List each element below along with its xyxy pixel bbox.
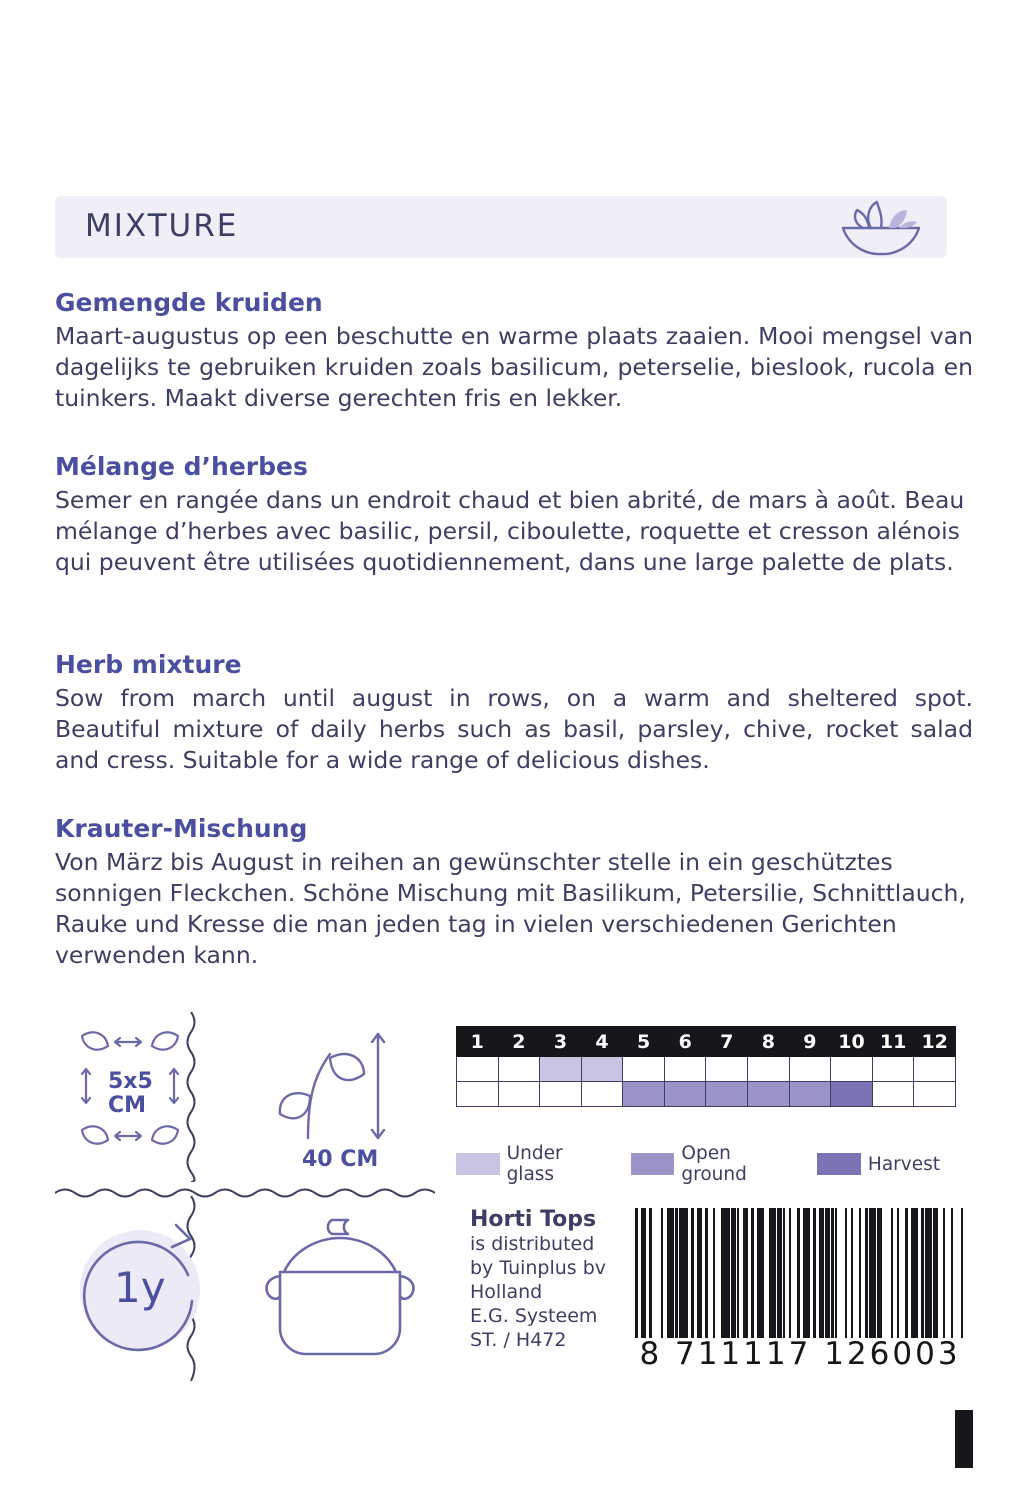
barcode-bar [827, 1208, 830, 1338]
barcode-bar [635, 1208, 638, 1338]
barcode-bar [789, 1208, 791, 1338]
section-fr-body: Semer en rangée dans un endroit chaud et bien abrité, de mars à août. Beau mélange d’herbes avec basilic, persil, ciboulette, roquette et cresson alénois qui peuvent être utilisées quotidiennement, dans une large palette de plats. [55, 486, 965, 576]
barcode-bar [705, 1208, 708, 1338]
barcode-bar [779, 1208, 782, 1338]
brand-line-4: Holland [470, 1281, 543, 1303]
barcode-bar [831, 1208, 834, 1338]
calendar-cell-empty [498, 1082, 540, 1107]
barcode-bar [813, 1208, 816, 1338]
calendar-cell-ground [664, 1082, 706, 1107]
brand-info [470, 1208, 606, 1352]
legend-item-under-glass [456, 1143, 615, 1185]
barcode-bar [661, 1208, 663, 1338]
barcode [635, 1208, 965, 1383]
calendar-cell-empty [872, 1057, 914, 1082]
calendar-cell-empty [623, 1057, 665, 1082]
calendar-cell-empty [457, 1057, 499, 1082]
barcode-bar [757, 1208, 764, 1338]
brand-line-5: E.G. Systeem [470, 1305, 598, 1327]
barcode-bar [951, 1208, 953, 1338]
section-fr-heading: Mélange d’herbes [55, 452, 308, 481]
spacing-label-unit: CM [108, 1093, 147, 1118]
section-nl-heading: Gemengde kruiden [55, 288, 323, 317]
calendar-cell-ground [706, 1082, 748, 1107]
barcode-bar [961, 1208, 963, 1338]
calendar-cell-glass [540, 1057, 582, 1082]
month-header: 4 [581, 1027, 623, 1057]
barcode-bar [819, 1208, 824, 1338]
barcode-bar [771, 1208, 776, 1338]
month-header: 1 [457, 1027, 499, 1057]
barcode-bar [851, 1208, 853, 1338]
barcode-bar [691, 1208, 694, 1338]
calendar-cell-empty [498, 1057, 540, 1082]
calendar-cell-empty [914, 1082, 956, 1107]
barcode-bar [743, 1208, 748, 1338]
header-bar [55, 196, 947, 258]
section-en-heading: Herb mixture [55, 650, 242, 679]
barcode-bar [669, 1208, 674, 1338]
barcode-bar [865, 1208, 868, 1338]
section-de-body: Von März bis August in reihen an gewünschter stelle in ein geschütztes sonnigen Fleckchen. Schöne Mischung mit Basilikum, Petersilie, Schnittlauch, Rauke und Kresse die man jeden tag in vielen verschiedenen Gerichten verwenden kann. [55, 848, 966, 969]
barcode-bar [879, 1208, 882, 1338]
barcode-bar [845, 1208, 847, 1338]
panel-plant-spacing [60, 1018, 200, 1178]
barcode-bar [723, 1208, 730, 1338]
month-header: 8 [748, 1027, 790, 1057]
barcode-bar [871, 1208, 876, 1338]
barcode-bar [783, 1208, 785, 1338]
section-de-heading: Krauter-Mischung [55, 814, 308, 843]
month-header: 5 [623, 1027, 665, 1057]
calendar-row [457, 1082, 956, 1107]
calendar-cell-empty [831, 1057, 873, 1082]
calendar-row [457, 1057, 956, 1082]
calendar-cell-empty [706, 1057, 748, 1082]
section-en [55, 650, 973, 776]
barcode-bar [835, 1208, 837, 1338]
calendar-cell-empty [664, 1057, 706, 1082]
section-de [55, 814, 973, 971]
barcode-bar [943, 1208, 945, 1338]
calendar-cell-harvest [831, 1082, 873, 1107]
calendar-cell-ground [623, 1082, 665, 1107]
barcode-bar [641, 1208, 646, 1338]
panel-cooking-pot [250, 1210, 430, 1375]
section-nl [55, 288, 973, 414]
barcode-bar [751, 1208, 754, 1338]
month-header: 11 [872, 1027, 914, 1057]
barcode-bar [649, 1208, 652, 1338]
section-nl-body: Maart-augustus op een beschutte en warme plaats zaaien. Mooi mengsel van dagelijks te gebruiken kruiden zoals basilicum, peterselie, bieslook, rucola en tuinkers. Maakt diverse gerechten fris en lekker. [55, 322, 973, 412]
legend-swatch-open-ground [631, 1153, 675, 1175]
legend-item-open-ground [631, 1143, 801, 1185]
calendar-cell-ground [748, 1082, 790, 1107]
divider-horizontal [55, 1186, 435, 1190]
barcode-bar [859, 1208, 861, 1338]
legend-item-harvest [817, 1153, 940, 1175]
calendar-cell-glass [581, 1057, 623, 1082]
barcode-bar [675, 1208, 678, 1338]
barcode-bar [905, 1208, 908, 1338]
barcode-bar [911, 1208, 918, 1338]
brand-line-6: ST. / H472 [470, 1329, 567, 1351]
section-en-body: Sow from march until august in rows, on a warm and sheltered spot. Beautiful mixture of daily herbs such as basil, parsley, chive, rocket salad and cress. Suitable for a wide range of delicious dishes. [55, 684, 973, 774]
legend-label-harvest: Harvest [867, 1153, 940, 1175]
barcode-bar [713, 1208, 715, 1338]
month-header: 7 [706, 1027, 748, 1057]
barcode-bar [897, 1208, 899, 1338]
height-label: 40 CM [302, 1147, 379, 1172]
barcode-bar [803, 1208, 810, 1338]
month-header: 10 [831, 1027, 873, 1057]
barcode-bars [635, 1208, 965, 1338]
page-title: MIXTURE [85, 208, 239, 244]
barcode-bar [797, 1208, 800, 1338]
spacing-label-value: 5x5 [108, 1069, 153, 1094]
calendar-cell-empty [540, 1082, 582, 1107]
panel-plant-height [260, 1018, 430, 1178]
calendar-cell-empty [748, 1057, 790, 1082]
legend-label-under-glass: Under glass [506, 1143, 563, 1185]
sowing-calendar [456, 1026, 956, 1107]
brand-line-3: by Tuinplus bv [470, 1257, 607, 1279]
calendar-cell-empty [457, 1082, 499, 1107]
calendar-cell-empty [872, 1082, 914, 1107]
barcode-bar [733, 1208, 736, 1338]
legend-swatch-harvest [817, 1153, 861, 1175]
print-corner-mark [955, 1410, 973, 1468]
salad-bowl-icon [833, 198, 929, 256]
brand-name: Horti Tops [470, 1207, 597, 1232]
barcode-bar [697, 1208, 702, 1338]
month-header: 12 [914, 1027, 956, 1057]
calendar-header-row [457, 1027, 956, 1057]
barcode-bar [921, 1208, 924, 1338]
legend-swatch-under-glass [456, 1153, 500, 1175]
barcode-number: 8 711117 126003 [639, 1336, 961, 1372]
barcode-bar [681, 1208, 688, 1338]
calendar-cell-empty [581, 1082, 623, 1107]
lifecycle-label: 1y [114, 1263, 166, 1312]
calendar-cell-empty [914, 1057, 956, 1082]
month-header: 6 [664, 1027, 706, 1057]
legend-label-open-ground: Open ground [681, 1143, 747, 1185]
barcode-bar [927, 1208, 932, 1338]
calendar-cell-empty [789, 1057, 831, 1082]
section-fr [55, 452, 973, 578]
barcode-bar [935, 1208, 938, 1338]
barcode-bar [737, 1208, 739, 1338]
panel-lifecycle [70, 1205, 210, 1375]
barcode-bar [891, 1208, 893, 1338]
month-header: 2 [498, 1027, 540, 1057]
calendar-cell-ground [789, 1082, 831, 1107]
month-header: 9 [789, 1027, 831, 1057]
brand-line-2: is distributed [470, 1233, 595, 1255]
month-header: 3 [540, 1027, 582, 1057]
calendar-legend [456, 1143, 956, 1185]
